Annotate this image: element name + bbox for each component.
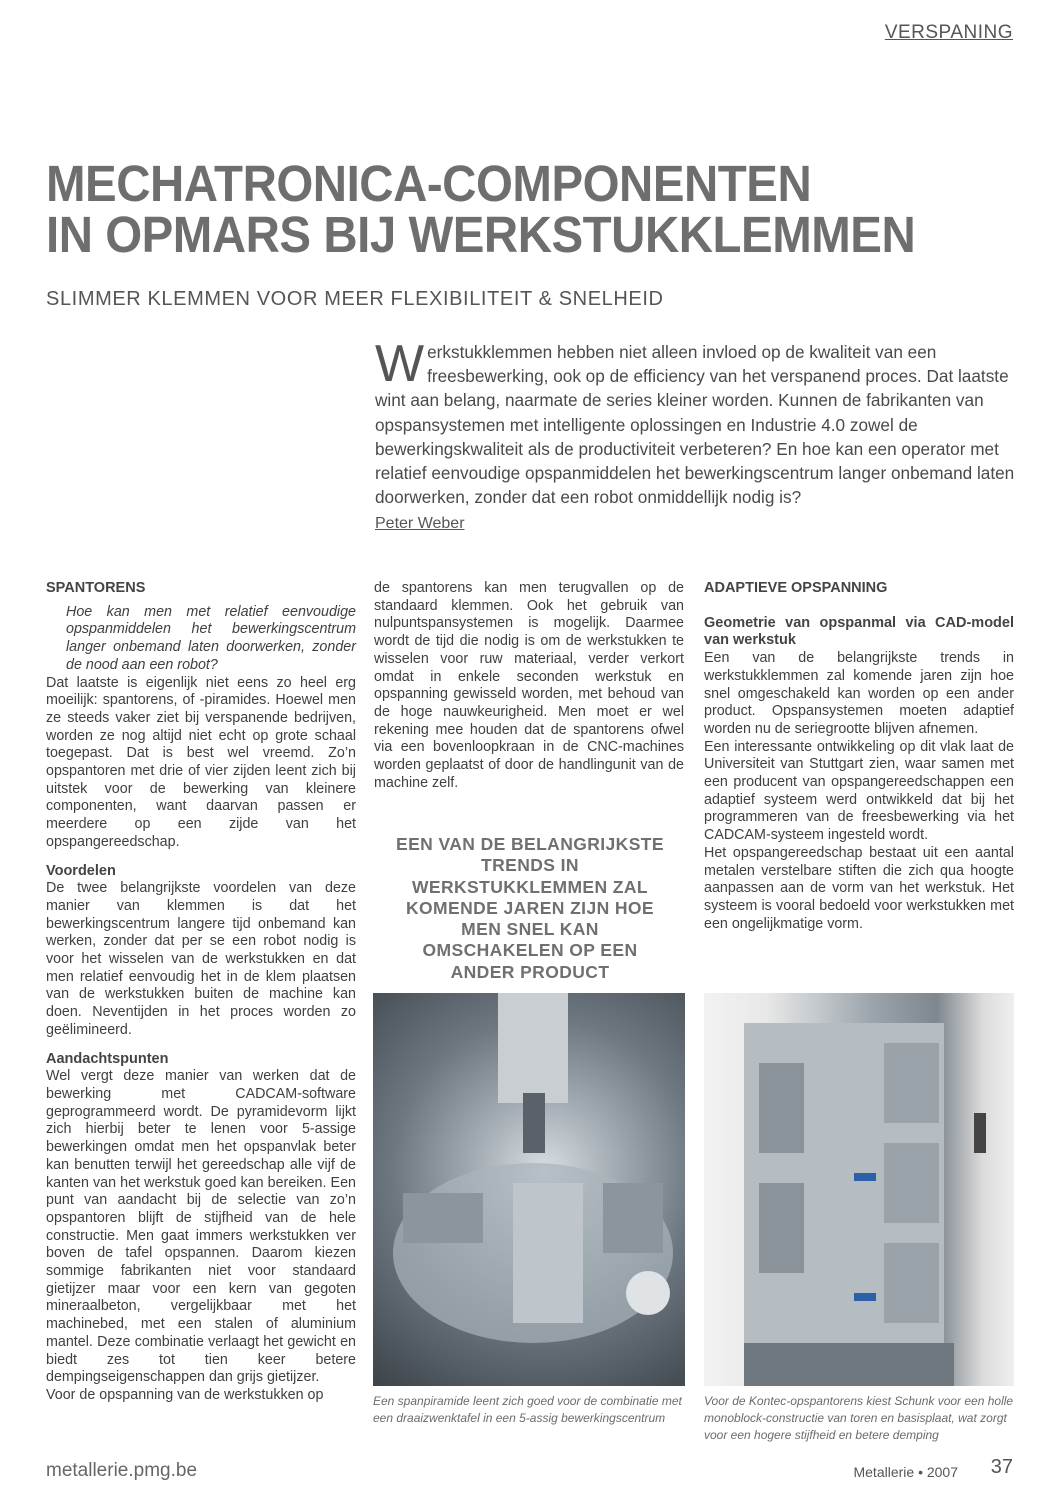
title-line-2: IN OPMARS BIJ WERKSTUKKLEMMEN [46, 206, 916, 263]
column-2 [374, 580, 684, 792]
photo-spanpiramide [373, 993, 685, 1386]
column-1 [46, 580, 356, 1405]
author-byline: Peter Weber [375, 515, 465, 532]
footer-issue: Metallerie • 2007 [853, 1464, 958, 1480]
subheading-geometrie: Geometrie van opspanmal via CAD-model van werkstuk [704, 614, 1014, 649]
heading-voordelen: Voordelen [46, 862, 116, 879]
column-3 [704, 580, 1014, 933]
paragraph: Wel vergt deze manier van werken dat de bewerking met CADCAM-software geprogrammeerd wordt. De pyramidevorm lijkt zich hierbij beter te lenen voor 5-assige bewerkingen omdat men het opspanvlak beter kan benutten terwijl het gereedschap alle vijf de kanten van het werkstuk goed kan bereiken. Een punt van aandacht bij de selectie van zo’n opspantoren blijft de stijfheid van de hele constructie. Men gaat immers werkstukken ver boven de tafel opspannen. Daarom kiezen sommige fabrikanten niet voor standaard gietijzer maar voor een kern van gegoten mineraalbeton, vergelijkbaar met het machinebed, met een stalen of aluminium mantel. Deze combinatie verlaagt het gewicht en biedt zes tot tien keer betere dempingseigenschappen dan grijs gietijzer. [46, 1068, 356, 1386]
paragraph: Dat laatste is eigenlijk niet eens zo heel erg moeilijk: spantorens, of -piramides. Hoewel men ze steeds vaker ziet bij verspanende bedrijven, worden ze nog altijd niet echt op grote schaal toegepast. Dat is best wel vreemd. Zo’n opspantoren met drie of vier zijden leent zich bij uitstek voor de bewerking van kleinere componenten, want daarvan passen er meerdere op een zijde van het opspangereedschap. [46, 674, 356, 850]
caption-photo-2: Voor de Kontec-opspantorens kiest Schunk voor een holle monoblock-constructie van toren en basisplaat, wat zorgt voor een hogere stijfheid en betere demping [704, 1394, 1014, 1442]
footer-website[interactable]: metallerie.pmg.be [46, 1460, 198, 1481]
title-line-1: MECHATRONICA-COMPONENTEN [46, 155, 812, 212]
heading-aandachtspunten: Aandachtspunten [46, 1050, 169, 1067]
paragraph: Een interessante ontwikkeling op dit vlak laat de Universiteit van Stuttgart zien, waar samen met een producent van opspangereedschappen een adaptief systeem werd ontwikkeld dat bij het programmeren van de freesbewerking via het CADCAM-systeem ingesteld wordt. [704, 738, 1014, 844]
caption-photo-1: Een spanpiramide leent zich goed voor de combinatie met een draaizwenktafel in een 5-assig bewerkingscentrum [373, 1394, 682, 1425]
paragraph: de spantorens kan men terugvallen op de standaard klemmen. Ook het gebruik van nulpuntspansystemen is mogelijk. Daarmee wordt de tijd die nodig is om de werkstukken te wisselen voor ruw materiaal, verder verkort omdat in enkele seconden werkstuk en opspanning gewisseld worden, met behoud van de hoge nauwkeurigheid. Men moet er wel rekening mee houden dat de spantorens ofwel via een bovenloopkraan in de CNC-machines worden geplaatst of door de handlingunit van de machine zelf. [374, 580, 684, 791]
lead-question: Hoe kan men met relatief eenvoudige opspanmiddelen het bewerkingscentrum langer onbemand laten doorwerken, zonder de nood aan een robot? [66, 603, 356, 673]
photo-kontec-opspantorens [704, 993, 1014, 1386]
heading-adaptieve-opspanning: ADAPTIEVE OPSPANNING [704, 580, 888, 596]
article-subtitle: SLIMMER KLEMMEN VOOR MEER FLEXIBILITEIT & SNELHEID [46, 288, 664, 310]
paragraph: Het opspangereedschap bestaat uit een aantal metalen verstelbare stiften die zich qua hoogte aanpassen aan de vorm van het werkstuk. Het systeem is vooral bedoeld voor werkstukken met een ongelijkmatige vorm. [704, 844, 1014, 932]
pull-quote: EEN VAN DE BELANGRIJKSTE TRENDS IN WERKSTUKKLEMMEN ZAL KOMENDE JAREN ZIJN HOE MEN SNEL KAN OMSCHAKELEN OP EEN ANDER PRODUCT [396, 834, 664, 982]
intro-paragraph [375, 335, 1015, 509]
section-tag: VERSPANING [884, 22, 1013, 43]
article-title [46, 155, 957, 263]
paragraph: Voor de opspanning van de werkstukken op [46, 1386, 324, 1403]
paragraph: De twee belangrijkste voordelen van deze manier van klemmen is dat het bewerkingscentrum langere tijd onbemand kan werken, zonder dat per se een robot nodig is voor het wisselen van de werkstukken en dat men relatief eenvoudig het in de klem plaatsen van de werkstukken buiten de machine kan doen. Neventijden in het proces worden zo geëlimineerd. [46, 880, 356, 1038]
intro-text: erkstukklemmen hebben niet alleen invloed op de kwaliteit van een freesbewerking, ook op de efficiency van het verspanend proces. Dat laatste wint aan belang, naarmate de series kleiner worden. Kunnen de fabrikanten van opspansystemen met intelligente oplossingen en Industrie 4.0 zowel de bewerkingskwaliteit als de productiviteit verbeteren? En hoe kan een operator met relatief eenvoudige opspanmiddelen het bewerkingscentrum langer onbemand laten doorwerken, zonder dat een robot onmiddellijk nodig is? [375, 342, 1015, 508]
paragraph: Een van de belangrijkste trends in werkstukklemmen zal komende jaren zijn hoe snel omgeschakeld kan worden op een ander product. Opspansystemen moeten adaptief worden nu de seriegrootte blijven afnemen. [704, 650, 1014, 737]
drop-cap: W [375, 335, 425, 393]
heading-spantorens: SPANTORENS [46, 580, 146, 596]
page-number: 37 [990, 1456, 1013, 1478]
